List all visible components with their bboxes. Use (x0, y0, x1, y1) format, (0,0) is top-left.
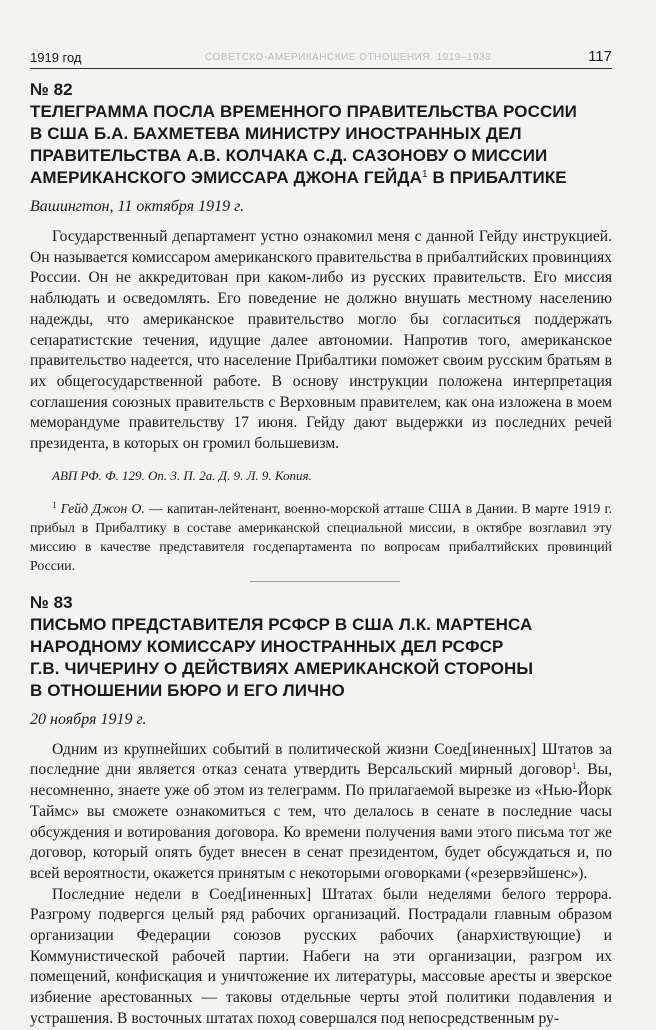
page-content (30, 78, 612, 1030)
doc-83-number: № 83 (30, 592, 73, 612)
footnote-name: Гейд Джон О. (60, 500, 145, 516)
doc-83-title-line: ПИСЬМО ПРЕДСТАВИТЕЛЯ РСФСР В США Л.К. МАРТЕНСА (30, 614, 533, 634)
separator-rule (250, 581, 400, 582)
footnote-mark: 1 (571, 761, 577, 772)
doc-83-title-line: В ОТНОШЕНИИ БЮРО И ЕГО ЛИЧНО (30, 680, 345, 700)
doc-82-title-line (30, 167, 612, 189)
doc-82-body: Государственный департамент устно ознакомил меня с данной Гейду инструкцией. Он называется комиссаром американского правительства в прибалтийских провинциях России. Он не аккредитован при каком-либо из русских правительств. Его миссия наблюдать и осведомлять. Его поведение не должно внушать местному населению надежды, что американское правительство могло бы согласиться поддержать сепаратистские течения, идущие далее автономии. Напротив того, американское правительство надеется, что население Прибалтики поможет своим русским братьям в их общегосударственной работе. В основу инструкции положена интерпретация соглашения союзных правительств с Верховным правителем, как она изложена в моем меморандуме правительству 17 июня. Гейду дают выдержки из последних речей президента, в которых он громил большевизм. (30, 228, 612, 453)
doc-83-paragraph-2: Последние недели в Соед[иненных] Штатах были неделями белого террора. Разгрому подвергся целый ряд рабочих организаций. Пострадали главным образом организации Федерации союзов русских рабочих (анархиствующие) и Коммунистической рабочей партии. Набеги на эти организации, разгром их помещений, конфискация и уничтожение их литературы, массовые аресты и зверское избиение арестованных — таковы отдельные черты этой политики подавления и устрашения. В восточных штатах поход совершался под непосредственным ру- (30, 885, 612, 1027)
header-year: 1919 год (30, 50, 82, 65)
paragraph-text: . Вы, несомненно, знаете уже об этом из телеграмм. По прилагаемой вырезке из «Нью-Йорк Таймс» вы сможете ознакомиться с тем, что делалось в сенате в последние часы обсуждения и вотирования договора. Ко времени получения вами этого письма тот же договор, который опять будет внесен в сенат президентом, будет обсуждаться и, по всей вероятности, окажется принятым с некоторыми оговорками («резервэйшенс»). (30, 761, 612, 882)
doc-83-paragraph-1 (30, 740, 612, 885)
header-ghost-text: СОВЕТСКО-АМЕРИКАНСКИЕ ОТНОШЕНИЯ. 1919–1933 (205, 52, 492, 63)
section-separator (30, 575, 612, 591)
header-rule (30, 68, 612, 69)
footnote-text: — капитан-лейтенант, военно-морской атташе США в Дании. В марте 1919 г. прибыл в Прибалтику в составе американской специальной миссии, в октябре возглавил эту миссию в качестве представителя госдепартамента по вопросам прибалтийских провинций России. (30, 500, 613, 573)
doc-82-dateline: Вашингтон, 11 октября 1919 г. (30, 198, 245, 215)
doc-83-title (30, 614, 612, 702)
doc-82-title-tail: В ПРИБАЛТИКЕ (427, 168, 567, 187)
doc-83-title-line: НАРОДНОМУ КОМИССАРУ ИНОСТРАННЫХ ДЕЛ РСФСР (30, 636, 504, 656)
footnote-number: 1 (52, 499, 57, 510)
doc-83-dateline: 20 ноября 1919 г. (30, 710, 147, 728)
doc-82-title (30, 101, 612, 189)
doc-82-footnote (30, 499, 612, 575)
doc-82-title-line-text: АМЕРИКАНСКОГО ЭМИССАРА ДЖОНА ГЕЙДА (30, 168, 422, 187)
doc-83-title-line: Г.В. ЧИЧЕРИНУ О ДЕЙСТВИЯХ АМЕРИКАНСКОЙ СТОРОНЫ (30, 658, 534, 678)
page-number: 117 (588, 48, 612, 65)
running-header (30, 48, 612, 70)
doc-82-title-line: В США Б.А. БАХМЕТЕВА МИНИСТРУ ИНОСТРАННЫХ ДЕЛ (30, 124, 522, 143)
paragraph-text: Одним из крупнейших событий в политической жизни Соед[иненных] Штатов за последние дни является отказ сената утвердить Версальский мирный договор (30, 740, 612, 779)
doc-82-number: № 82 (30, 80, 73, 99)
doc-82-title-line: ПРАВИТЕЛЬСТВА А.В. КОЛЧАКА С.Д. САЗОНОВУ О МИССИИ (30, 146, 548, 165)
footnote-mark: 1 (421, 169, 428, 180)
doc-82-source: АВП РФ. Ф. 129. Оп. 3. П. 2а. Д. 9. Л. 9. Копия. (52, 467, 312, 483)
doc-82-title-line: ТЕЛЕГРАММА ПОСЛА ВРЕМЕННОГО ПРАВИТЕЛЬСТВА РОССИИ (30, 102, 577, 121)
